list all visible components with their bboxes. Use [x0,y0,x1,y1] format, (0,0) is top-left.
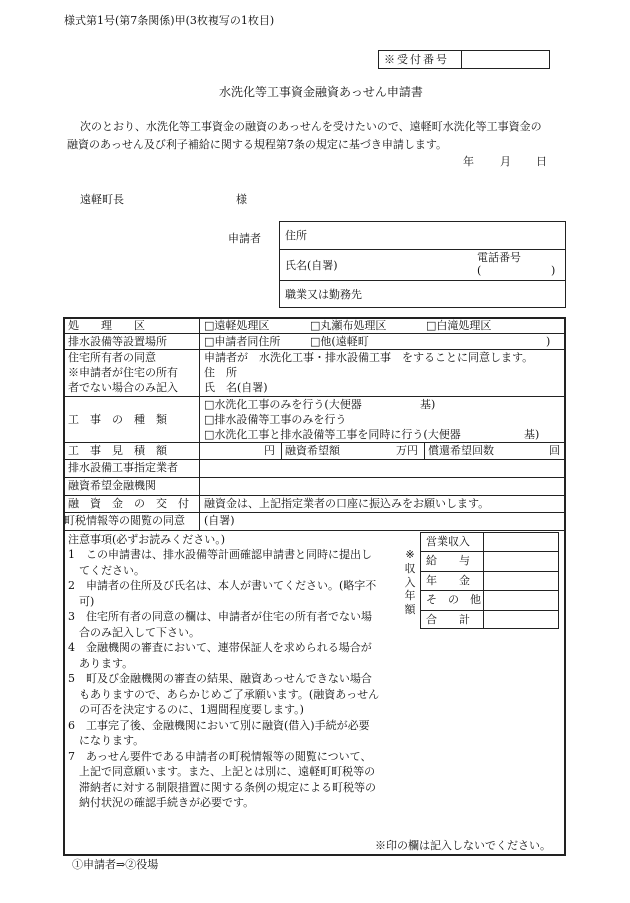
applicant-name-label: 氏名(自署) [285,259,338,272]
note-line: 納付状況の確認手続きが必要です。 [68,796,255,809]
area-option-engaru[interactable]: □ 遠軽処理区 [204,319,269,332]
phone-paren-close: ) [551,264,556,277]
owner-label-3: 者でない場合のみ記入 [68,381,178,394]
area-option-shirataki[interactable]: □ 白滝処理区 [426,319,491,332]
area-label: 処 理 区 [68,319,145,332]
note-line: になります。 [68,734,145,747]
row-line [63,396,566,397]
applicant-address-label: 住所 [285,229,307,242]
contractor-field[interactable] [200,460,565,476]
contractor-label: 排水設備工事指定業者 [68,461,178,474]
site-label: 排水設備等設置場所 [68,335,167,348]
occupation-label: 職業又は勤務先 [285,288,362,301]
owner-consent-text: 申請者が 水洗化工事・排水設備工事 をすることに同意します。 [204,351,534,364]
income-item-label: 営業収入 [426,535,470,548]
tax-consent-label: 町税情報等の閲覧の同意 [64,514,185,527]
note-line: 上記で同意願います。また、上記とは別に、遠軽町町税等の [68,765,376,778]
receipt-label: ※受付番号 [384,53,449,66]
row-line [63,442,566,443]
work-option-flush-only[interactable]: □ 水洗化工事のみを行う(大便器 [204,398,362,411]
applicant-divider-1 [279,249,566,250]
income-side-char: 入 [404,575,416,589]
site-paren-close: ) [546,335,551,348]
work-option-drain-only[interactable]: □ 排水設備等工事のみを行う [204,413,346,426]
owner-label-1: 住宅所有者の同意 [68,351,156,364]
note-line: の可否を決定するのに、1週間程度要します。) [68,703,304,716]
phone-label: 電話番号 [477,251,521,264]
note-line: てください。 [68,563,145,577]
owner-address-label: 住 所 [204,366,237,379]
receipt-number-field[interactable] [462,51,549,68]
row-line [63,495,566,496]
owner-label-2: ※申請者が住宅の所有 [68,366,178,379]
note-line: 7 あっせん要件である申請者の町税情報等の閲覧について、 [68,749,372,763]
note-line: 5 町及び金融機関の審査の結果、融資あっせんできない場合 [68,672,372,685]
loan-amount-unit: 万円 [396,444,418,457]
note-line: 合のみ記入して下さい。 [68,625,200,639]
income-item-label: 給 与 [426,554,470,568]
addressee-honorific: 様 [236,193,247,206]
row-line [63,333,566,334]
bank-label: 融資希望金融機関 [68,479,156,492]
note-line: 滞納者に対する制限措置に関する条例の規定による町税等の [68,780,376,794]
addressee-name: 遠軽町長 [80,193,124,206]
estimate-yen: 円 [264,444,275,457]
work-option-both[interactable]: □ 水洗化工事と排水設備等工事を同時に行う(大便器 [204,428,461,441]
income-item-field[interactable] [484,572,558,589]
loan-amount-label: 融資希望額 [285,444,340,457]
repayment-unit: 回 [549,444,560,457]
work-option-3-unit: 基) [524,428,540,441]
note-line: 3 住宅所有者の同意の欄は、申請者が住宅の所有者でない場 [68,610,372,623]
note-line: 2 申請者の住所及び氏名は、本人が書いてください。(略字不 [68,579,377,592]
row-line [63,512,566,513]
form-title: 水洗化等工事資金融資あっせん申請書 [219,85,423,99]
intro-line-2: 融資のあっせん及び利子補給に関する規程第7条の規定に基づき申請します。 [67,138,448,151]
income-side-char: ※ [405,548,415,561]
applicant-label: 申請者 [228,232,261,245]
intro-line-1: 次のとおり、水洗化等工事資金の融資のあっせんを受けたいので、遠軽町水洗化等工事資金の [80,120,542,133]
phone-paren-open: ( [477,264,482,277]
income-side-char: 額 [404,603,416,616]
note-line: 6 工事完了後、金融機関において別に融資(借入)手続が必要 [68,718,370,732]
estimate-divider [281,442,282,459]
income-side-label [404,548,416,617]
note-line: もありますので、あらかじめご了承願います。(融資あっせん [68,687,380,701]
estimate-label: 工 事 見 積 額 [68,444,167,457]
bank-field[interactable] [200,478,565,494]
notes-footer: ※印の欄は記入しないでください。 [375,839,551,852]
note-line: あります。 [68,656,134,670]
note-line: 1 この申請書は、排水設備等計画確認申請書と同時に提出し [68,548,372,561]
site-option-same[interactable]: □ 申請者同住所 [204,335,280,348]
income-side-char: 収 [404,561,416,575]
owner-name-label: 氏 名(自署) [204,381,268,394]
delivery-label: 融 資 金 の 交 付 [68,497,189,510]
notes-header: 注意事項(必ずお読みください。) [68,533,226,546]
date-year: 年 [463,155,474,168]
income-item-field[interactable] [484,611,558,628]
work-option-1-unit: 基) [420,398,436,411]
income-item-field[interactable] [484,591,558,608]
work-type-label: 工 事 の 種 類 [68,413,167,426]
tax-consent-signature[interactable]: (自署) [204,514,235,527]
form-id: 様式第1号(第7条関係)甲(3枚複写の1枚目) [64,14,275,27]
income-item-field[interactable] [484,552,558,569]
income-item-label: 合 計 [426,612,470,626]
income-item-label: 年 金 [426,573,470,587]
income-side-char: 年 [404,589,416,603]
note-line: 可) [68,594,95,608]
area-option-maruseppu[interactable]: □ 丸瀬布処理区 [310,319,386,332]
routing-note: ①申請者⇒②役場 [72,858,159,871]
date-month: 月 [500,155,511,168]
income-item-label: そ の 他 [426,593,481,607]
row-line [63,349,566,350]
delivery-text: 融資金は、上記指定業者の口座に振込みをお願いします。 [204,497,490,510]
date-day: 日 [536,155,547,168]
applicant-divider-2 [279,280,566,281]
estimate-divider [424,442,425,459]
site-option-other[interactable]: □ 他(遠軽町 [310,335,369,348]
repayment-label: 償還希望回数 [428,444,494,457]
row-line [63,530,566,531]
income-item-field[interactable] [484,533,558,550]
note-line: 4 金融機関の審査において、連帯保証人を求められる場合が [68,641,372,654]
